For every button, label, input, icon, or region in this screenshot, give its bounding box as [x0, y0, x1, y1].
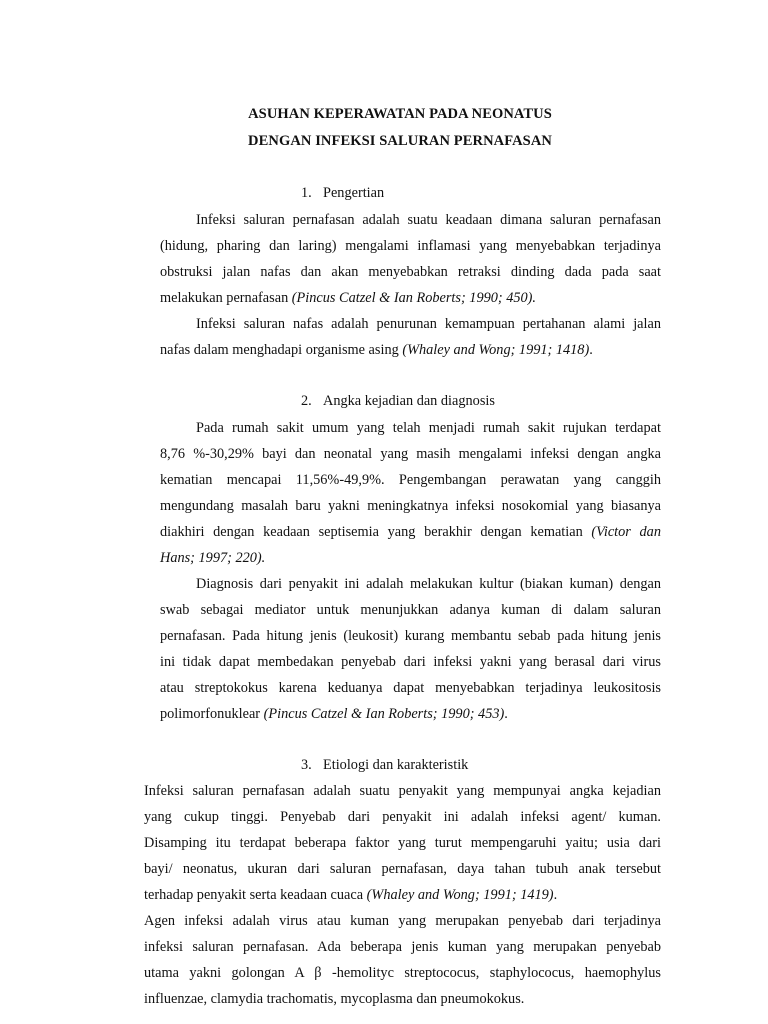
paragraph-line: 8,76 %-30,29% bayi dan neonatal yang masih mengalami infeksi dengan angka [160, 446, 661, 462]
paragraph-line: yang cukup tinggi. Penyebab dari penyakit ini adalah infeksi agent/ kuman. [144, 809, 661, 825]
section-heading-2 [301, 393, 495, 410]
citation: (Whaley and Wong; 1991; 1418) [402, 342, 590, 358]
paragraph-line: infeksi saluran pernafasan. Ada beberapa jenis kuman yang merupakan penyebab [144, 939, 661, 955]
paragraph-line: Infeksi saluran pernafasan adalah suatu penyakit yang mempunyai angka kejadian [144, 783, 661, 799]
citation-period: . [589, 342, 593, 358]
citation: (Pincus Catzel & Ian Roberts; 1990; 453) [263, 706, 505, 722]
section-number: 3. [301, 757, 312, 773]
paragraph-line: Infeksi saluran pernafasan adalah suatu keadaan dimana saluran pernafasan [196, 212, 661, 228]
section-title: Etiologi dan karakteristik [323, 757, 469, 773]
document-title-line-1: ASUHAN KEPERAWATAN PADA NEONATUS [248, 106, 552, 122]
paragraph-line [160, 522, 661, 542]
paragraph-line: utama yakni golongan A β -hemolityc streptococus, staphylococus, haemophylus [144, 965, 661, 981]
document-title-line-2: DENGAN INFEKSI SALURAN PERNAFASAN [248, 133, 552, 149]
section-title: Pengertian [323, 185, 385, 201]
citation-period: . [504, 706, 508, 722]
paragraph-line [160, 704, 661, 724]
section-heading-3 [301, 757, 468, 774]
citation-period: . [553, 887, 558, 903]
section-number: 2. [301, 393, 312, 409]
section-title: Angka kejadian dan diagnosis [323, 393, 495, 409]
paragraph-text: polimorfonuklear [160, 706, 264, 722]
paragraph-line: obstruksi jalan nafas dan akan menyebabkan retraksi dinding dada pada saat [160, 264, 661, 280]
citation: (Whaley and Wong; 1991; 1419) [366, 887, 554, 903]
paragraph-text: terhadap penyakit serta keadaan cuaca [144, 887, 367, 903]
citation: (Victor dan [591, 524, 661, 540]
paragraph-text: nafas dalam menghadapi organisme asing [160, 342, 403, 358]
paragraph-line: (hidung, pharing dan laring) mengalami inflamasi yang menyebabkan terjadinya [160, 238, 661, 254]
paragraph-line: Pada rumah sakit umum yang telah menjadi rumah sakit rujukan terdapat [196, 420, 661, 436]
paragraph-text: melakukan pernafasan [160, 290, 292, 306]
paragraph-line: swab sebagai mediator untuk menunjukkan adanya kuman di dalam saluran [160, 602, 661, 618]
section-number: 1. [301, 185, 312, 201]
paragraph-line: atau streptokokus karena keduanya dapat menyebabkan terjadinya leukositosis [160, 680, 661, 696]
paragraph-line: bayi/ neonatus, ukuran dari saluran pernafasan, daya tahan tubuh anak tersebut [144, 861, 661, 877]
paragraph-line: ini tidak dapat membedakan penyebab dari infeksi yakni yang berasal dari virus [160, 654, 661, 670]
paragraph-line: pernafasan. Pada hitung jenis (leukosit) kurang membantu sebab pada hitung jenis [160, 628, 661, 644]
paragraph-line: Diagnosis dari penyakit ini adalah melakukan kultur (biakan kuman) dengan [196, 576, 661, 592]
paragraph-line [160, 288, 661, 308]
paragraph-line: Disamping itu terdapat beberapa faktor yang turut mempengaruhi yaitu; usia dari [144, 835, 661, 851]
paragraph-line: Agen infeksi adalah virus atau kuman yang merupakan penyebab dari terjadinya [144, 913, 661, 929]
citation: (Pincus Catzel & Ian Roberts; 1990; 450). [291, 290, 537, 306]
paragraph-line: Infeksi saluran nafas adalah penurunan kemampuan pertahanan alami jalan [196, 316, 661, 332]
paragraph-line: influenzae, clamydia trachomatis, mycoplasma dan pneumokokus. [144, 991, 525, 1007]
section-heading-1 [301, 185, 384, 202]
paragraph-line: mengundang masalah baru yakni meningkatnya infeksi nosokomial yang biasanya [160, 498, 661, 514]
paragraph-line: kematian mencapai 11,56%-49,9%. Pengembangan perawatan yang canggih [160, 472, 661, 488]
citation-line: Hans; 1997; 220). [160, 550, 266, 566]
paragraph-text: diakhiri dengan keadaan septisemia yang berakhir dengan kematian [160, 524, 592, 540]
paragraph-line [160, 340, 661, 360]
paragraph-line [144, 885, 661, 905]
